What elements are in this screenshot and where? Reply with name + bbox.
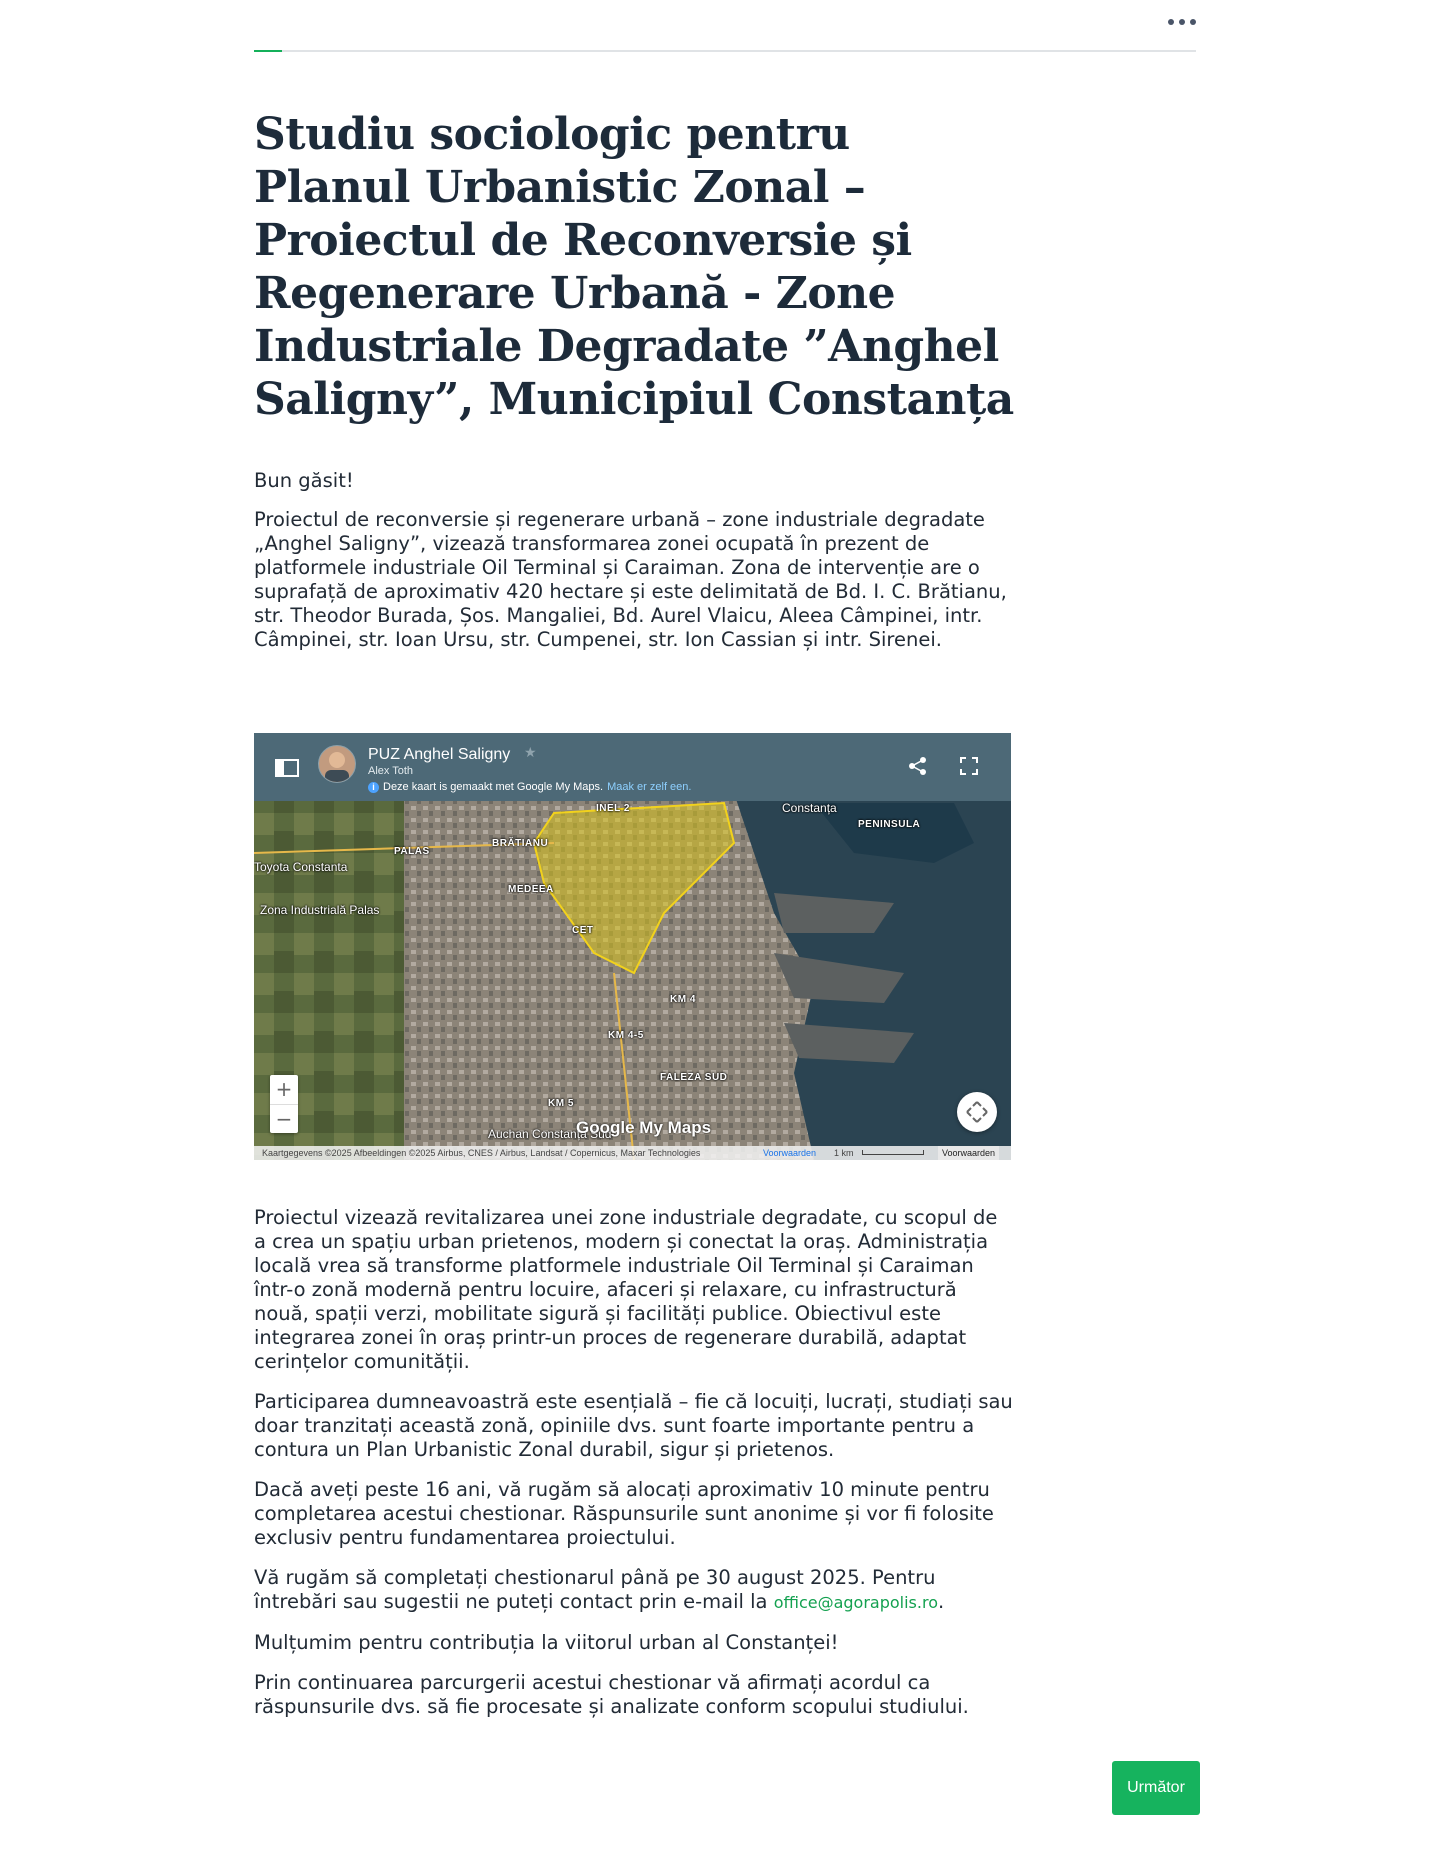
body-paragraph-4	[254, 1566, 1014, 1615]
email-link[interactable]: office@agorapolis.ro	[773, 1593, 938, 1612]
avatar	[318, 745, 356, 783]
map-author: Alex Toth	[368, 765, 414, 777]
progress-bar	[254, 50, 1196, 52]
zoom-out-button[interactable]: −	[275, 1107, 293, 1131]
page-title: Studiu sociologic pentru Planul Urbanistic Zonal – Proiectul de Reconversie și Regenerare Urbană - Zone Industriale Degradate ”Anghel Saligny”, Municipiul Constanța	[254, 109, 1014, 425]
more-dots-icon[interactable]	[1168, 14, 1196, 30]
next-button[interactable]: Următor	[1112, 1761, 1200, 1815]
map-label-faleza: FALEZA SUD	[660, 1072, 728, 1083]
map-attribution: Kaartgegevens ©2025 Afbeeldingen ©2025 Airbus, CNES / Airbus, Landsat / Copernicus, Maxar Technologies	[262, 1148, 701, 1158]
map-label-palas: PALAS	[394, 846, 430, 857]
map-label-inel2: INEL 2	[596, 803, 630, 814]
map-label-bratianu: BRĂTIANU	[492, 838, 549, 849]
map-label-km5: KM 5	[548, 1098, 574, 1109]
map-notice-text: Deze kaart is gemaakt met Google My Maps.	[383, 781, 604, 793]
terms-link[interactable]: Voorwaarden	[763, 1148, 817, 1158]
map-label-km45: KM 4-5	[608, 1030, 644, 1041]
survey-intro	[254, 108, 1014, 1719]
embedded-map[interactable]	[254, 733, 1011, 1160]
scale-bar	[862, 1150, 924, 1155]
zoom-in-button[interactable]: +	[275, 1077, 293, 1101]
map-label-km4: KM 4	[670, 994, 696, 1005]
map-label-cet: CET	[572, 925, 594, 936]
top-bar	[254, 0, 1196, 52]
body-paragraph-2: Participarea dumneavoastră este esențială – fie că locuiți, lucrați, studiați sau doar tranzitați această zonă, opiniile dvs. sunt foarte importante pentru a contura un Plan Urbanistic Zonal durabil, sigur și prietenos.	[254, 1390, 1013, 1461]
map-label-peninsula: PENINSULA	[858, 819, 921, 830]
google-logo: Google My Maps	[576, 1118, 712, 1137]
map-label-zona-palas: Zona Industrială Palas	[260, 903, 380, 917]
map-label-toyota: Toyota Constanta	[254, 860, 348, 874]
progress-fill	[254, 50, 282, 52]
terms-link-2[interactable]: Voorwaarden	[938, 1146, 999, 1160]
collapse-legend-icon[interactable]	[274, 757, 300, 779]
p4-end: .	[938, 1590, 945, 1613]
body-paragraph-3: Dacă aveți peste 16 ani, vă rugăm să alocați aproximativ 10 minute pentru completarea acestui chestionar. Răspunsurile sunt anonime și vor fi folosite exclusiv pentru fundamentarea proiectului.	[254, 1478, 994, 1549]
map-title[interactable]: PUZ Anghel Saligny	[368, 746, 511, 763]
map-label-medeea: MEDEEA	[508, 884, 554, 895]
map-footer	[254, 1146, 1011, 1160]
map-notice-link[interactable]: Maak er zelf een.	[607, 781, 692, 793]
star-icon[interactable]: ★	[524, 745, 537, 761]
recenter-button[interactable]	[957, 1092, 997, 1132]
body-paragraph-6: Prin continuarea parcurgerii acestui chestionar vă afirmați acordul ca răspunsurile dvs. să fie procesate și analizate conform scopului studiului.	[254, 1671, 969, 1718]
info-icon: i	[368, 782, 379, 793]
map-scale: 1 km	[834, 1148, 854, 1158]
share-icon[interactable]	[907, 755, 929, 777]
map-label-auchan: Auchan Constanța Sud	[488, 1127, 612, 1141]
body-paragraph-1: Proiectul vizează revitalizarea unei zone industriale degradate, cu scopul de a crea un spațiu urban prietenos, modern și conectat la oraș. Administrația locală vrea să transforme platformele industriale Oil Terminal și Caraiman într-o zonă modernă pentru locuire, afaceri și relaxare, cu infrastructură nouă, spații verzi, mobilitate sigură și facilități publice. Obiectivul este integrarea zonei în oraș printr-un proces de regenerare durabilă, adaptat cerințelor comunității.	[254, 1206, 998, 1373]
p4-text: Vă rugăm să completați chestionarul până pe 30 august 2025. Pentru întrebări sau sugestii ne puteți contact prin e-mail la	[254, 1566, 936, 1613]
intro-paragraph: Proiectul de reconversie și regenerare urbană – zone industriale degradate „Anghel Saligny”, vizează transformarea zonei ocupată în prezent de platformele industriale Oil Terminal și Caraiman. Zona de intervenție are o suprafață de aproximativ 420 hectare și este delimitată de Bd. I. C. Brătianu, str. Theodor Burada, Șos. Mangaliei, Bd. Aurel Vlaicu, Aleea Câmpinei, intr. Câmpinei, str. Ioan Ursu, str. Cumpenei, str. Ion Cassian și intr. Sirenei.	[254, 508, 1007, 651]
zoom-control	[270, 1075, 298, 1133]
map-notice	[368, 781, 691, 793]
fullscreen-icon[interactable]	[958, 755, 980, 777]
greeting-text: Bun găsit!	[254, 469, 354, 492]
recenter-icon	[957, 1092, 997, 1132]
map-header	[254, 733, 1011, 801]
map-label-constanta: Constanța	[782, 801, 837, 815]
body-paragraph-5: Mulțumim pentru contribuția la viitorul urban al Constanței!	[254, 1631, 839, 1654]
